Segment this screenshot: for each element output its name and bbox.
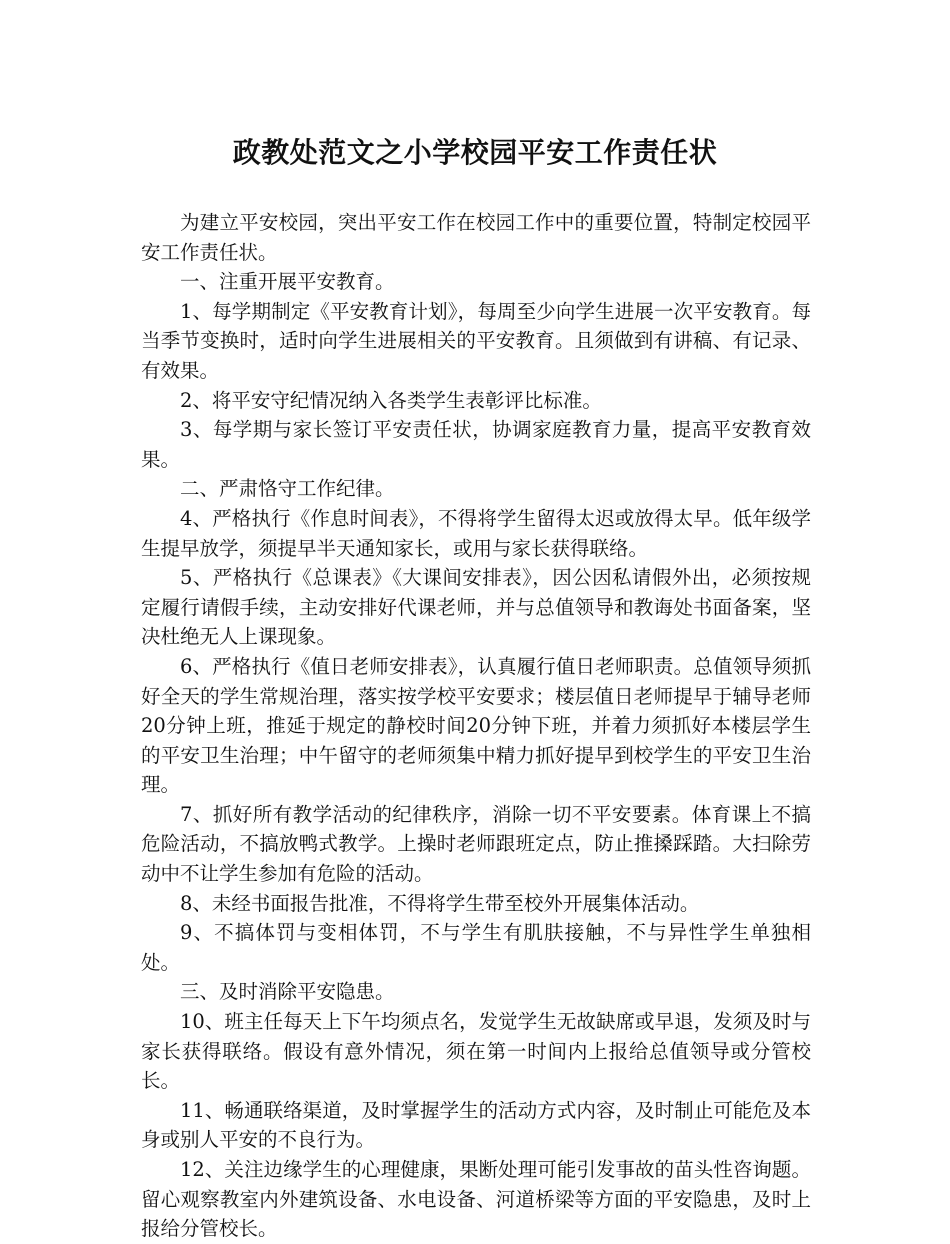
paragraph-item-2: 2、将平安守纪情况纳入各类学生表彰评比标准。 (180, 388, 602, 412)
paragraph-item-3: 3、每学期与家长签订平安责任状，协调家庭教育力量，提高平安教育效果。 (141, 418, 811, 471)
paragraph-item-10: 10、班主任每天上下午均须点名，发觉学生无故缺席或早退，发须及时与家长获得联络。假设有意外情况，须在第一时间内上报给总值领导或分管校长。 (141, 1010, 811, 1093)
paragraph-item-12: 12、关注边缘学生的心理健康，果断处理可能引发事故的苗头性咨询题。留心观察教室内外建筑设备、水电设备、河道桥梁等方面的平安隐患，及时上报给分管校长。 (141, 1158, 811, 1241)
document-body (141, 208, 811, 1244)
section-heading-1: 一、注重开展平安教育。 (180, 270, 395, 294)
document-title: 政教处范文之小学校园平安工作责任状 (232, 136, 718, 169)
paragraph-item-9: 9、不搞体罚与变相体罚，不与学生有肌肤接触，不与异性学生单独相处。 (141, 921, 811, 974)
paragraph-item-7: 7、抓好所有教学活动的纪律秩序，消除一切不平安要素。体育课上不搞危险活动，不搞放鸭式教学。上操时老师跟班定点，防止推搡踩踏。大扫除劳动中不让学生参加有危险的活动。 (141, 802, 811, 886)
section-heading-3: 三、及时消除平安隐患。 (180, 980, 395, 1004)
paragraph-item-6: 6、严格执行《值日老师安排表》，认真履行值日老师职责。总值领导须抓好全天的学生常规治理，落实按学校平安要求；楼层值日老师提早于辅导老师20分钟上班，推延于规定的静校时间20分钟下班，并着力须抓好本楼层学生的平安卫生治理；中午留守的老师须集中精力抓好提早到校学生的平安卫生治理。 (141, 654, 811, 797)
paragraph-item-11: 11、畅通联络渠道，及时掌握学生的活动方式内容，及时制止可能危及本身或别人平安的不良行为。 (141, 1098, 811, 1152)
paragraph-item-8: 8、未经书面报告批准，不得将学生带至校外开展集体活动。 (180, 891, 700, 915)
section-heading-2: 二、严肃恪守工作纪律。 (180, 477, 395, 501)
paragraph-item-5: 5、严格执行《总课表》《大课间安排表》，因公因私请假外出，必须按规定履行请假手续，主动安排好代课老师，并与总值领导和教诲处书面备案，坚决杜绝无人上课现象。 (141, 566, 811, 649)
paragraph-intro: 为建立平安校园，突出平安工作在校园工作中的重要位置，特制定校园平安工作责任状。 (141, 211, 811, 264)
paragraph-item-1: 1、每学期制定《平安教育计划》，每周至少向学生进展一次平安教育。每当季节变换时，适时向学生进展相关的平安教育。且须做到有讲稿、有记录、有效果。 (141, 299, 811, 382)
paragraph-item-4: 4、严格执行《作息时间表》，不得将学生留得太迟或放得太早。低年级学生提早放学，须提早半天通知家长，或用与家长获得联络。 (141, 506, 811, 560)
